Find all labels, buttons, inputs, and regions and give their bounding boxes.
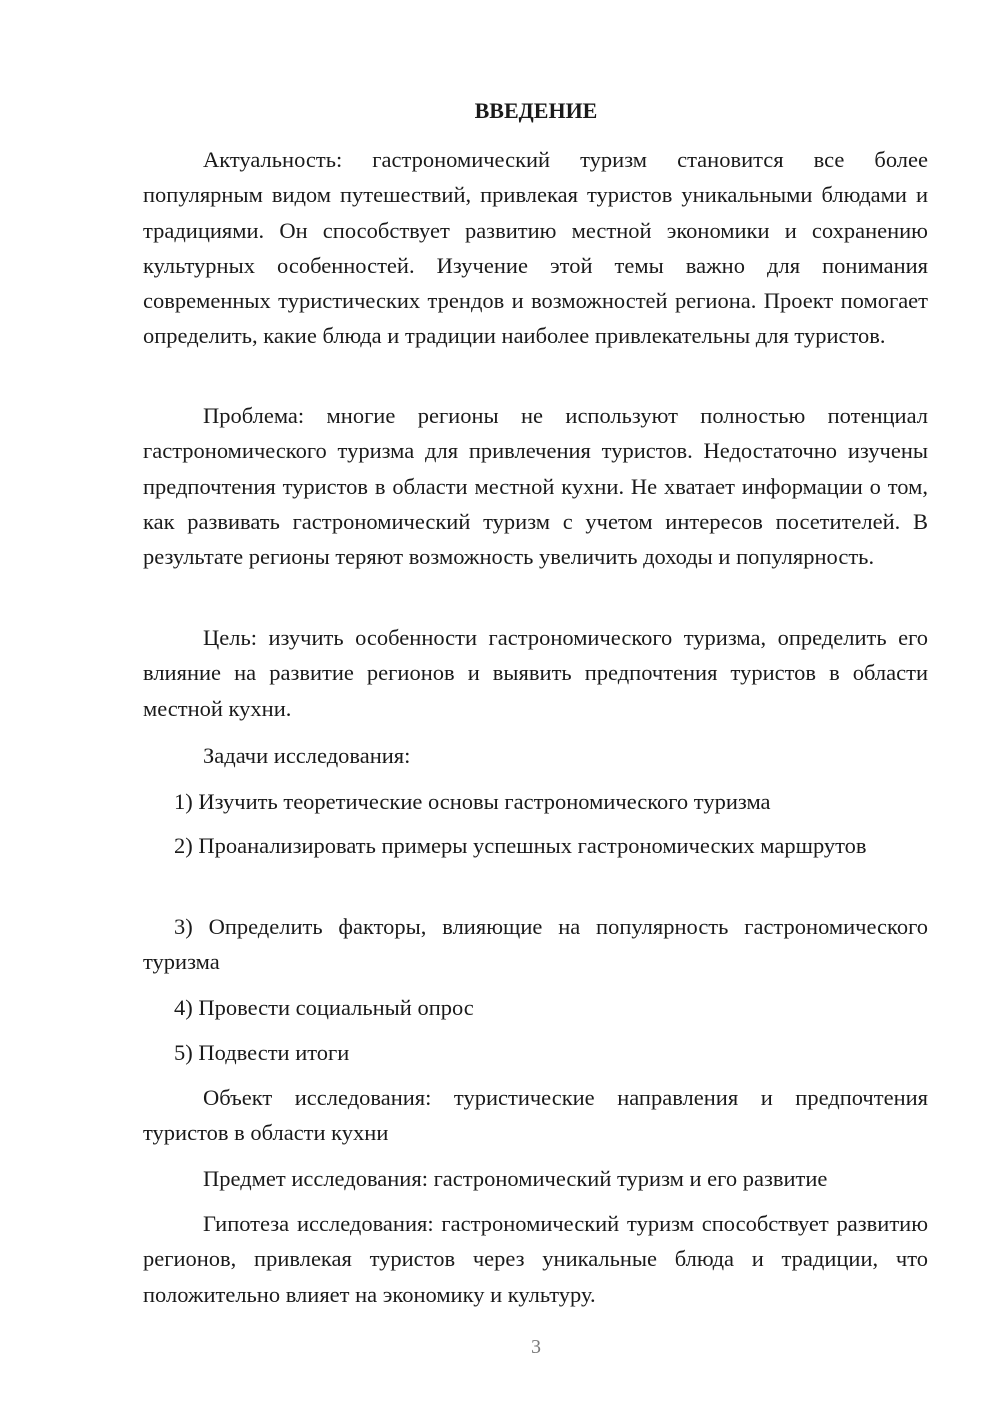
task-item-4: 4) Провести социальный опрос — [174, 995, 474, 1020]
page-title: ВВЕДЕНИЕ — [474, 98, 598, 123]
paragraph-subject: Предмет исследования: гастрономический туризм и его развитие — [203, 1166, 828, 1191]
task-item-1: 1) Изучить теоретические основы гастрономического туризма — [174, 789, 771, 814]
paragraph-relevance: Актуальность: гастрономический туризм становится все более популярным видом путешествий, привлекая туристов уникальными блюдами и традициями. Он способствует развитию местной экономики и сохранению культурных особенностей. Изучение этой темы важно для понимания современных туристических трендов и возможностей региона. Проект помогает определить, какие блюда и традиции наиболее привлекательны для туристов. — [143, 147, 928, 349]
paragraph-object: Объект исследования: туристические направления и предпочтения туристов в области кухни — [143, 1085, 928, 1146]
tasks-heading: Задачи исследования: — [203, 743, 411, 768]
paragraph-hypothesis: Гипотеза исследования: гастрономический туризм способствует развитию регионов, привлекая туристов через уникальные блюда и традиции, что положительно влияет на экономику и культуру. — [143, 1211, 928, 1307]
page-number: 3 — [531, 1336, 541, 1358]
paragraph-goal: Цель: изучить особенности гастрономического туризма, определить его влияние на развитие регионов и выявить предпочтения туристов в области местной кухни. — [143, 625, 928, 721]
paragraph-problem: Проблема: многие регионы не используют полностью потенциал гастрономического туризма для привлечения туристов. Недостаточно изучены предпочтения туристов в области местной кухни. Не хватает информации о том, как развивать гастрономический туризм с учетом интересов посетителей. В результате регионы теряют возможность увеличить доходы и популярность. — [143, 403, 928, 570]
task-item-2: 2) Проанализировать примеры успешных гастрономических маршрутов — [174, 833, 867, 858]
task-item-3: 3) Определить факторы, влияющие на популярность гастрономического туризма — [143, 914, 928, 975]
task-item-5: 5) Подвести итоги — [174, 1040, 350, 1065]
